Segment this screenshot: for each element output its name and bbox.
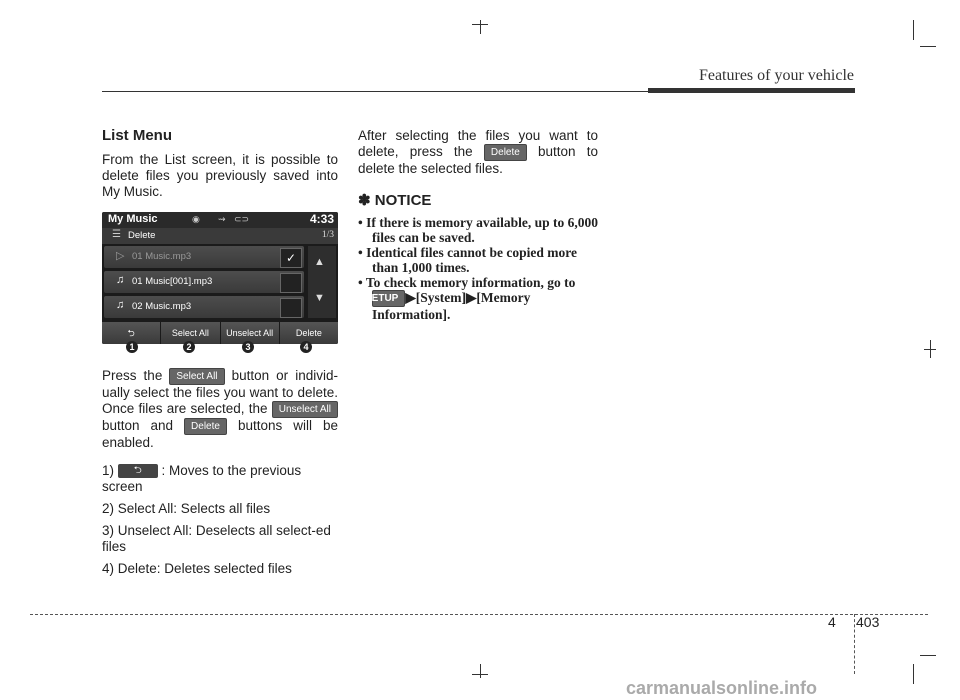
screen-subtitle: Delete: [128, 230, 156, 241]
footer-rule: [30, 614, 928, 615]
music-note-icon: ♫: [116, 274, 125, 286]
select-all-button[interactable]: Select All: [161, 322, 220, 344]
page-number: 403: [856, 614, 880, 630]
section-title: Features of your vehicle: [698, 67, 854, 84]
right-column: [358, 128, 598, 322]
radio-icon: ◉: [192, 214, 200, 224]
file-list: [104, 246, 304, 321]
screen-clock: 4:33: [309, 212, 334, 226]
list-item-1: 1) ⮌ : Moves to the previous screen: [102, 463, 302, 494]
notice-heading: ✽ NOTICE: [358, 192, 432, 209]
arrow-right-icon: ▶: [405, 290, 416, 305]
list-item[interactable]: ♫ 02 Music.mp3: [104, 296, 304, 318]
crop-mark: [920, 655, 936, 656]
list-item[interactable]: ▷ 01 Music.mp3 ✓: [104, 246, 304, 268]
delete-paragraph: After selecting the files you want to delete, press the Delete button to delete the selected files.: [358, 128, 598, 176]
usb-icon: ⇝: [218, 214, 226, 224]
back-button[interactable]: ⮌: [102, 322, 161, 344]
crop-mark: [913, 20, 914, 40]
crop-mark: [480, 664, 481, 678]
list-item-4: 4) Delete: Deletes selected files: [102, 561, 292, 576]
screen-title: My Music: [108, 213, 158, 225]
scroll-down-icon[interactable]: ▼: [314, 292, 325, 304]
callout-2: 2: [183, 341, 195, 353]
crop-mark: [472, 674, 488, 675]
callout-markers: [102, 341, 338, 355]
unchecked-checkbox[interactable]: [280, 273, 302, 293]
crop-mark: [913, 664, 914, 684]
notice-bullet: • To check memory information, go to SETUP ▶[System]▶[Memory Information].: [358, 275, 576, 323]
press-paragraph: Press the Select All button or individ-ually select the files you want to delete. Once files are selected, the Unselect Allbutton and Delete buttons will be enabled.: [102, 368, 338, 450]
header-bar: [648, 88, 855, 93]
arrow-right-icon: ▶: [465, 290, 477, 305]
unselect-all-button[interactable]: Unselect All: [221, 322, 280, 344]
list-menu-heading: List Menu: [102, 127, 172, 144]
music-note-icon: ♫: [116, 299, 125, 311]
watermark: carmanualsonline.info: [626, 678, 818, 698]
delete-inline-button: Delete: [184, 418, 227, 435]
crop-mark: [920, 46, 936, 47]
screen-status-bar: [102, 212, 338, 228]
intro-paragraph: From the List screen, it is possible to delete files you previously saved into My Music.: [102, 152, 338, 199]
unselect-all-inline-button: Unselect All: [272, 401, 338, 418]
scrollbar[interactable]: [308, 246, 336, 318]
crop-mark: [480, 20, 481, 34]
delete-inline-button: Delete: [484, 144, 527, 161]
crop-mark: [472, 24, 488, 25]
setup-inline-button: SETUP: [372, 290, 405, 307]
delete-button[interactable]: Delete: [280, 322, 338, 344]
crop-mark: [924, 349, 936, 350]
list-icon: ☰: [112, 229, 121, 240]
callout-4: 4: [300, 341, 312, 353]
back-arrow-icon: ⮌: [118, 464, 158, 478]
chapter-number: 4: [828, 614, 836, 630]
notice-bullet: • If there is memory available, up to 6,000 files can be saved.: [358, 215, 598, 245]
list-item-3: 3) Unselect All: Deselects all select-ed files: [102, 523, 331, 554]
my-music-screen: [102, 212, 338, 344]
bluetooth-icon: ⊂⊃: [234, 214, 250, 224]
checked-checkbox[interactable]: ✓: [280, 248, 302, 268]
screen-subheader: [102, 228, 338, 244]
unchecked-checkbox[interactable]: [280, 298, 302, 318]
callout-1: 1: [126, 341, 138, 353]
select-all-inline-button: Select All: [169, 368, 224, 385]
scroll-up-icon[interactable]: ▲: [314, 256, 325, 268]
notice-bullet: • Identical files cannot be copied more than 1,000 times.: [358, 245, 577, 275]
callout-3: 3: [242, 341, 254, 353]
page-indicator: 1/3: [321, 230, 334, 240]
list-item-2: 2) Select All: Selects all files: [102, 501, 271, 516]
list-item[interactable]: ♫ 01 Music[001].mp3: [104, 271, 304, 293]
play-icon: ▷: [116, 250, 125, 262]
